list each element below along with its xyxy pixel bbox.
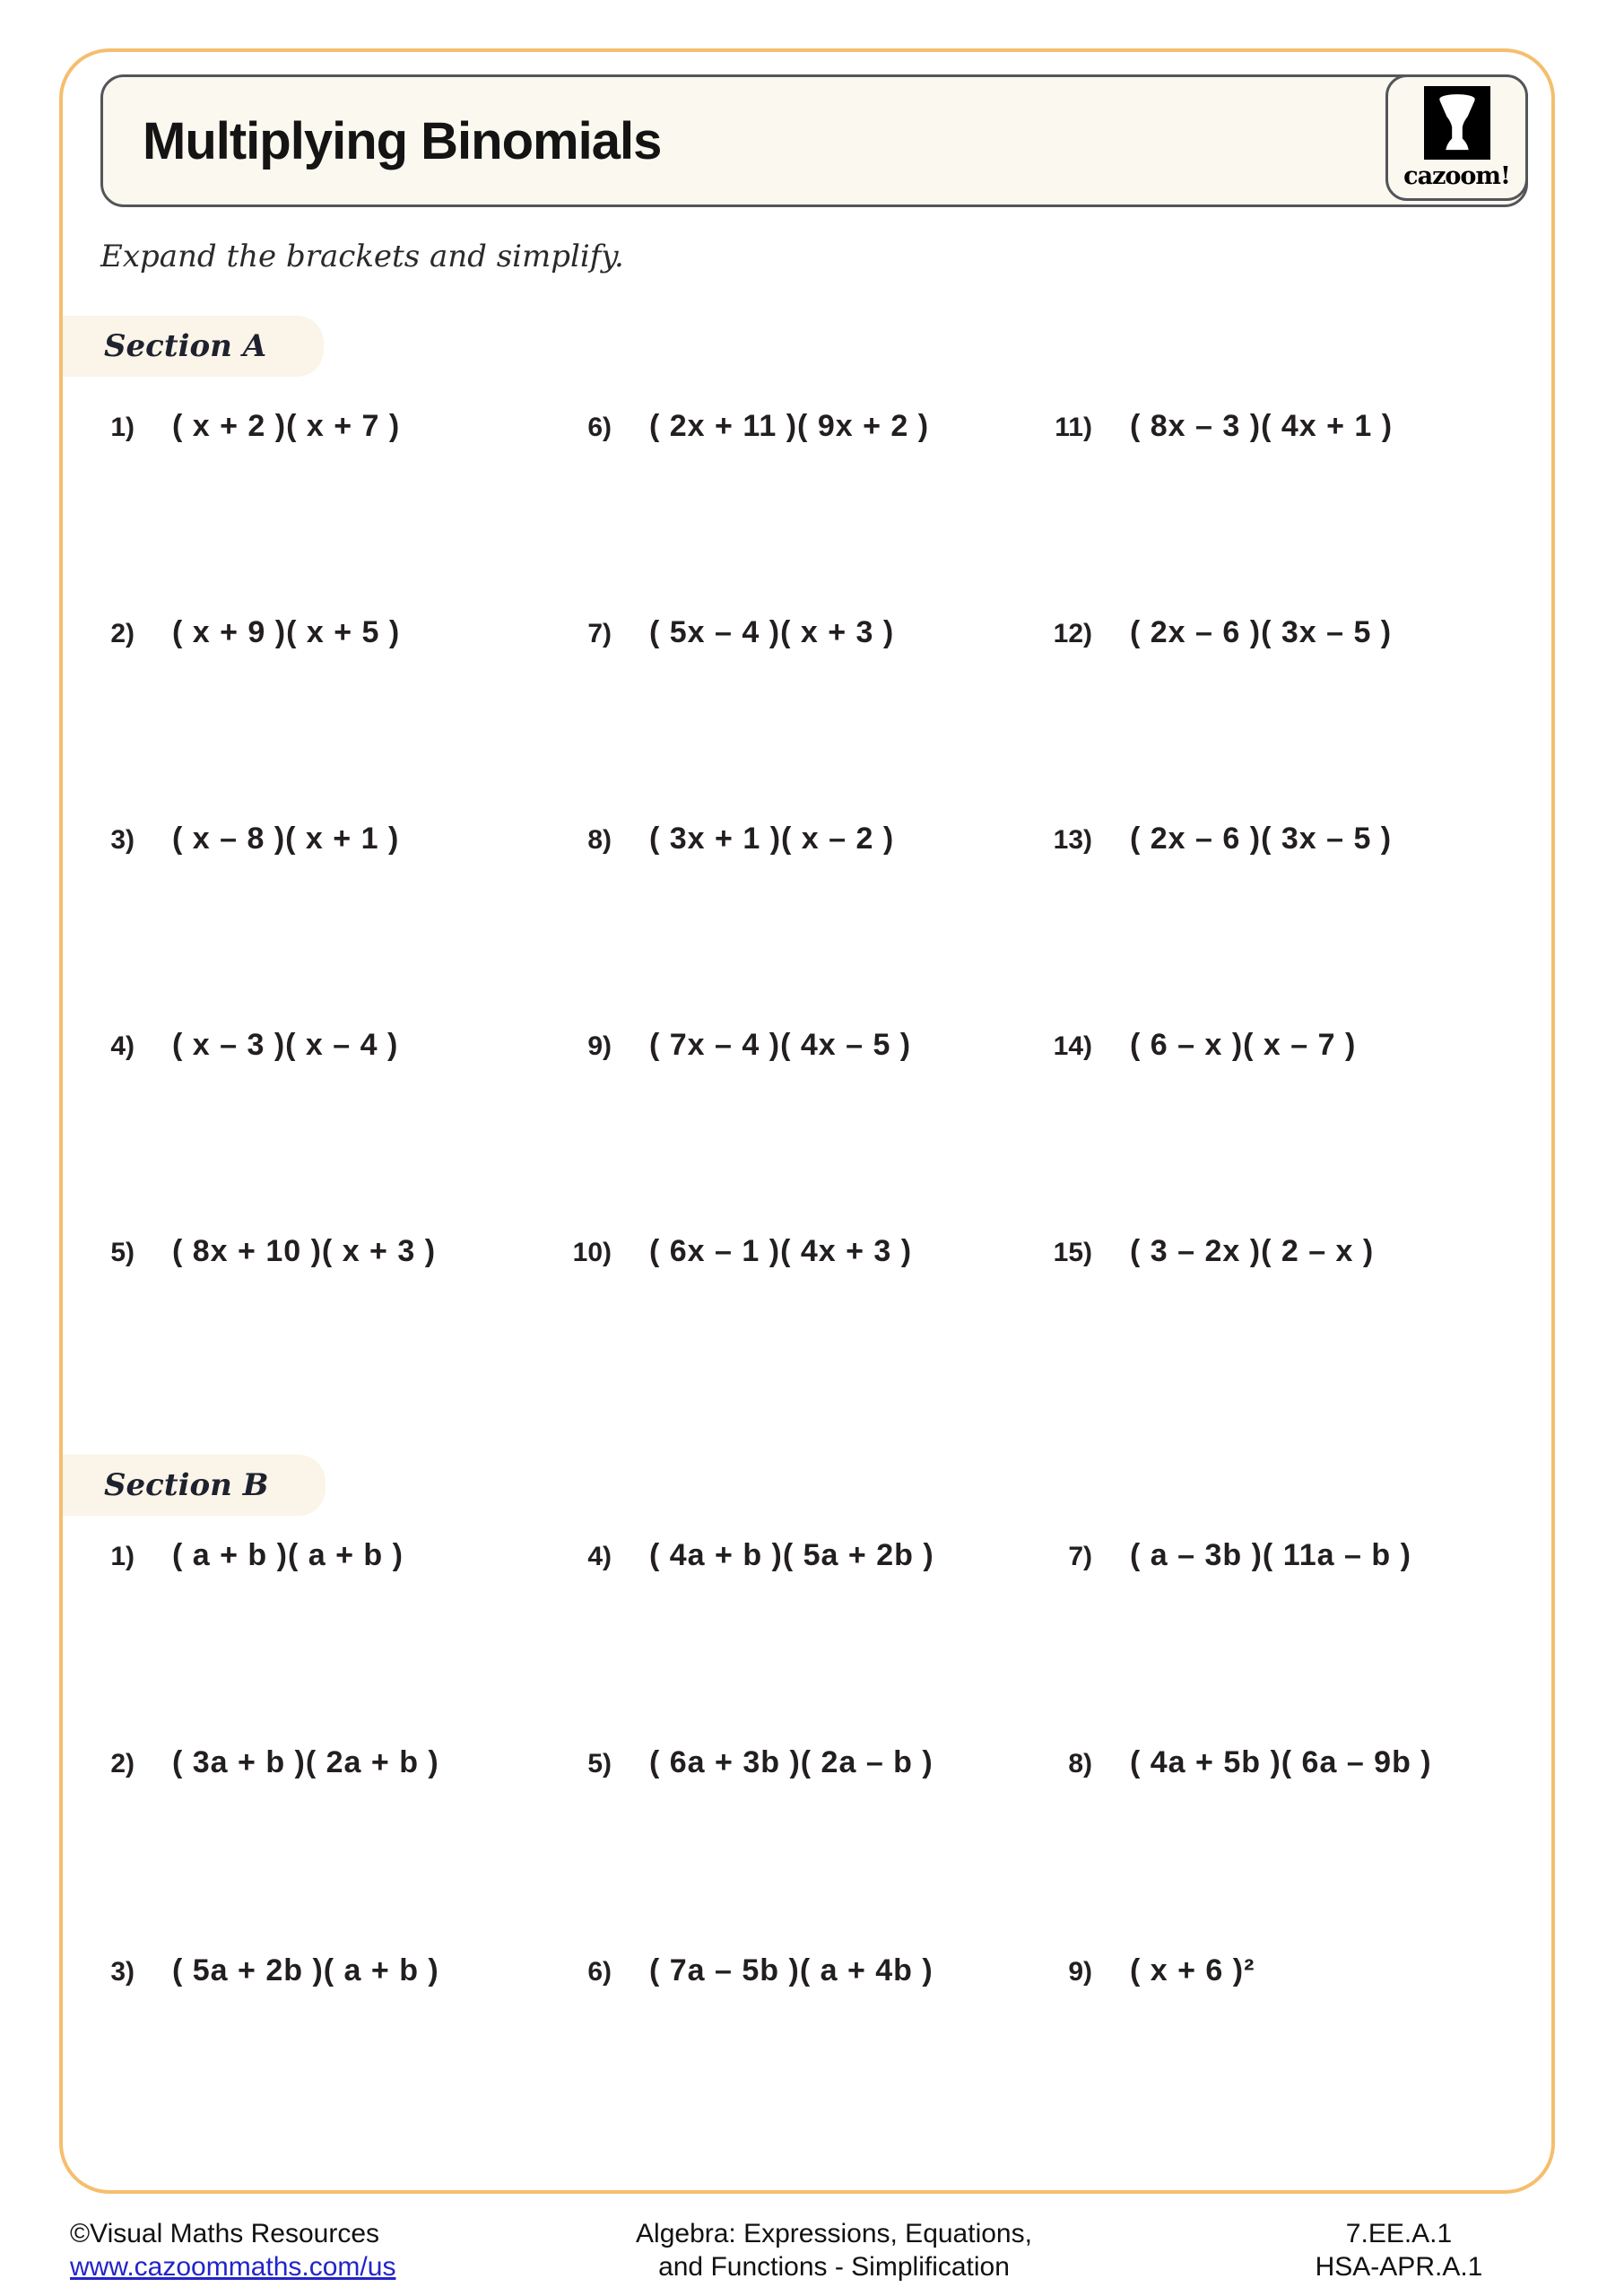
problem-item xyxy=(549,1028,911,1063)
problem-item xyxy=(549,1538,934,1573)
footer-topic-block xyxy=(565,2217,1103,2283)
problem-expression: ( 6x – 1 )( 4x + 3 ) xyxy=(649,1234,913,1268)
problem-item xyxy=(72,1745,439,1780)
section-b-label: Section B xyxy=(104,1467,269,1503)
problem-number: 1) xyxy=(110,1542,135,1571)
title-box xyxy=(100,74,1528,207)
problem-expression: ( x + 6 )² xyxy=(1130,1953,1255,1987)
problem-expression: ( a + b )( a + b ) xyxy=(172,1538,404,1572)
problem-item xyxy=(72,822,399,857)
section-a-header xyxy=(63,316,324,377)
problem-item xyxy=(1029,822,1392,857)
problem-expression: ( 6a + 3b )( 2a – b ) xyxy=(649,1745,934,1779)
problem-item xyxy=(1029,1028,1356,1063)
problem-item xyxy=(549,1953,934,1988)
logo-wordmark: cazoom! xyxy=(1403,161,1510,190)
problem-number: 12) xyxy=(1053,619,1092,648)
problem-expression: ( 4a + 5b )( 6a – 9b ) xyxy=(1130,1745,1432,1779)
problem-number: 5) xyxy=(110,1238,135,1267)
topic-line-2: and Functions - Simplification xyxy=(658,2252,1010,2282)
problem-expression: ( 2x – 6 )( 3x – 5 ) xyxy=(1130,822,1393,856)
problem-expression: ( 5x – 4 )( x + 3 ) xyxy=(649,615,895,649)
problem-number: 2) xyxy=(110,1749,135,1779)
problem-number: 11) xyxy=(1055,413,1092,442)
footer-standards-block xyxy=(1282,2217,1515,2283)
problem-expression: ( 5a + 2b )( a + b ) xyxy=(172,1953,439,1987)
problem-item xyxy=(72,1538,404,1573)
problem-expression: ( 2x + 11 )( 9x + 2 ) xyxy=(649,409,930,443)
problem-item xyxy=(1029,1234,1374,1269)
problem-expression: ( 8x – 3 )( 4x + 1 ) xyxy=(1130,409,1394,443)
problem-item xyxy=(1029,409,1393,444)
problem-number: 1) xyxy=(110,413,135,442)
problem-number: 8) xyxy=(587,825,612,855)
page-title: Multiplying Binomials xyxy=(143,111,662,170)
problem-number: 4) xyxy=(587,1542,612,1571)
problem-item xyxy=(549,822,894,857)
problem-item xyxy=(1029,615,1392,650)
problem-expression: ( x + 9 )( x + 5 ) xyxy=(172,615,401,649)
problem-item xyxy=(72,1028,398,1063)
djembe-drum-icon xyxy=(1424,86,1490,160)
problem-expression: ( 8x + 10 )( x + 3 ) xyxy=(172,1234,437,1268)
problem-item xyxy=(72,615,400,650)
problem-expression: ( 2x – 6 )( 3x – 5 ) xyxy=(1130,615,1393,649)
problem-number: 7) xyxy=(587,619,612,648)
problem-number: 3) xyxy=(110,825,135,855)
problem-expression: ( x – 8 )( x + 1 ) xyxy=(172,822,400,856)
instruction-text: Expand the brackets and simplify. xyxy=(100,239,624,274)
problem-expression: ( x – 3 )( x – 4 ) xyxy=(172,1028,399,1062)
problem-number: 2) xyxy=(110,619,135,648)
problem-expression: ( 4a + b )( 5a + 2b ) xyxy=(649,1538,934,1572)
problem-number: 7) xyxy=(1068,1542,1092,1571)
problem-expression: ( 7a – 5b )( a + 4b ) xyxy=(649,1953,934,1987)
standard-code-1: 7.EE.A.1 xyxy=(1345,2219,1453,2248)
problem-number: 14) xyxy=(1053,1031,1092,1061)
cazoom-logo xyxy=(1385,74,1528,201)
problem-number: 5) xyxy=(587,1749,612,1779)
problem-expression: ( a – 3b )( 11a – b ) xyxy=(1130,1538,1411,1572)
copyright-text: ©Visual Maths Resources xyxy=(70,2219,380,2248)
problem-number: 3) xyxy=(110,1957,135,1987)
problem-item xyxy=(549,1234,912,1269)
problem-number: 9) xyxy=(587,1031,612,1061)
problem-item xyxy=(549,1745,934,1780)
problem-expression: ( 7x – 4 )( 4x – 5 ) xyxy=(649,1028,912,1062)
problem-number: 10) xyxy=(572,1238,612,1267)
problem-item xyxy=(72,409,400,444)
problem-number: 4) xyxy=(110,1031,135,1061)
footer-copyright-block xyxy=(70,2217,395,2283)
website-link[interactable]: www.cazoommaths.com/us xyxy=(70,2252,396,2282)
problem-item xyxy=(549,615,894,650)
problem-expression: ( 3x + 1 )( x – 2 ) xyxy=(649,822,895,856)
problem-expression: ( 6 – x )( x – 7 ) xyxy=(1130,1028,1357,1062)
problem-number: 15) xyxy=(1053,1238,1092,1267)
problem-expression: ( 3 – 2x )( 2 – x ) xyxy=(1130,1234,1375,1268)
problem-item xyxy=(1029,1745,1432,1780)
problem-expression: ( x + 2 )( x + 7 ) xyxy=(172,409,401,443)
problem-number: 13) xyxy=(1053,825,1092,855)
problem-item xyxy=(72,1234,436,1269)
problem-item xyxy=(549,409,929,444)
problem-number: 9) xyxy=(1068,1957,1092,1987)
standard-code-2: HSA-APR.A.1 xyxy=(1315,2252,1483,2282)
problem-item xyxy=(1029,1538,1411,1573)
section-b-header xyxy=(63,1455,326,1516)
problem-item xyxy=(72,1953,439,1988)
problem-number: 6) xyxy=(587,1957,612,1987)
problem-expression: ( 3a + b )( 2a + b ) xyxy=(172,1745,439,1779)
topic-line-1: Algebra: Expressions, Equations, xyxy=(636,2219,1032,2248)
problem-number: 8) xyxy=(1068,1749,1092,1779)
problem-item xyxy=(1029,1953,1255,1988)
section-a-label: Section A xyxy=(104,328,267,364)
problem-number: 6) xyxy=(587,413,612,442)
